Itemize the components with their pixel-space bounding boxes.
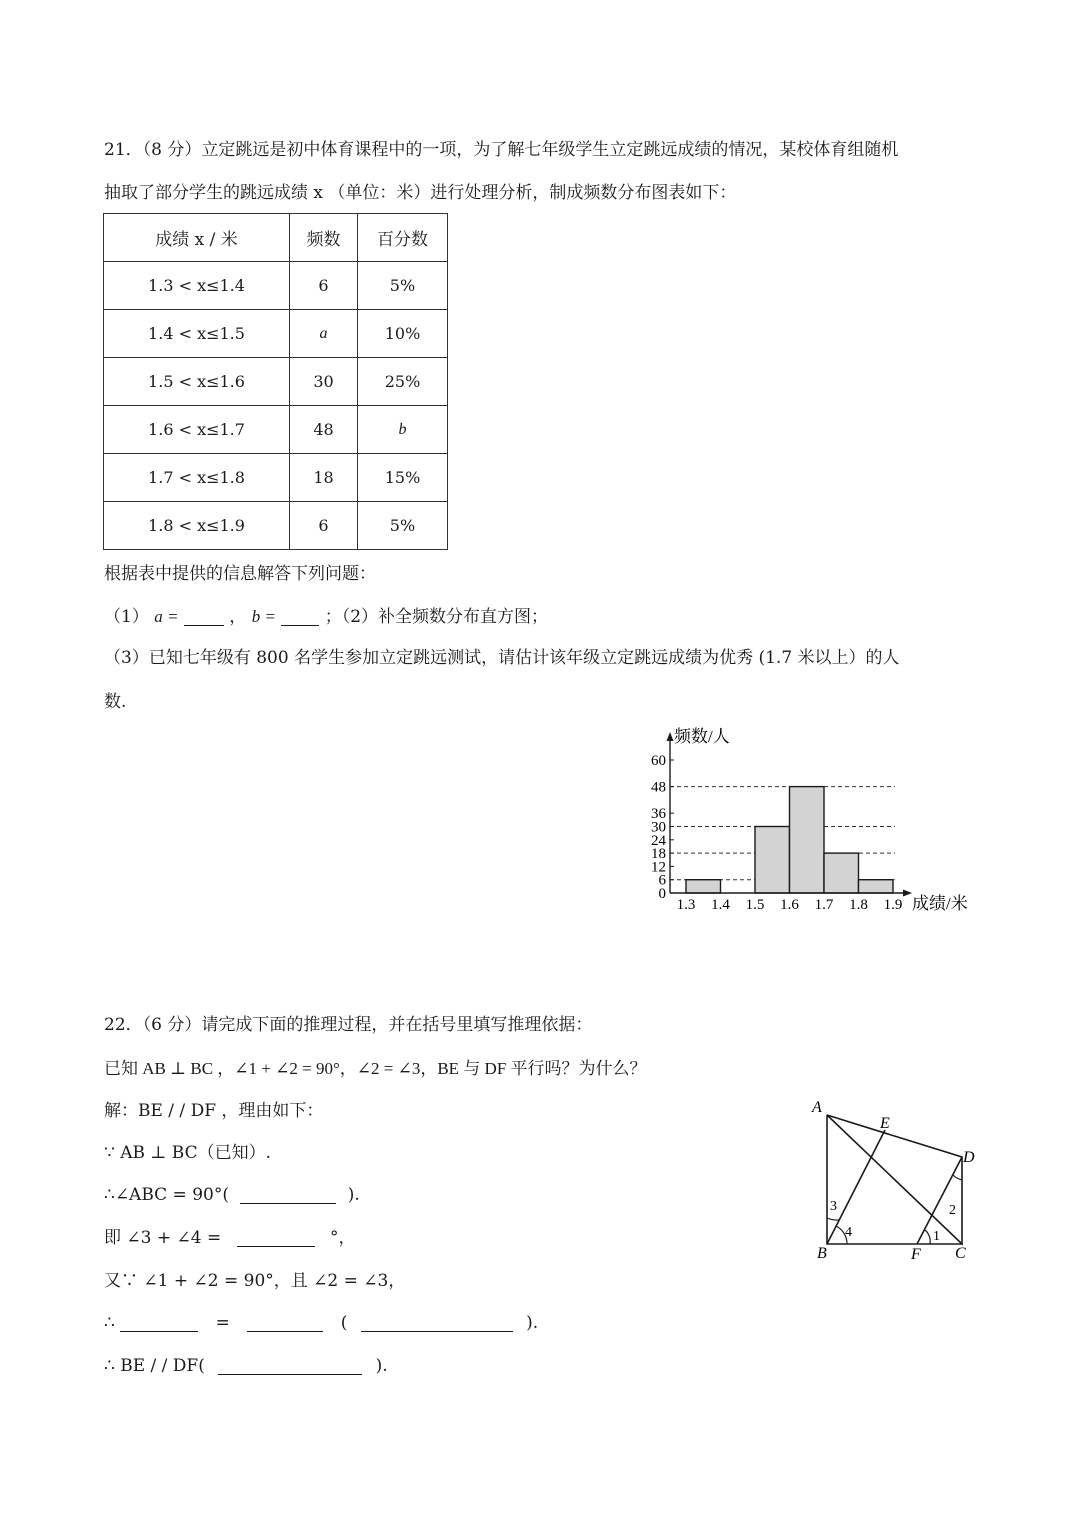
histogram-bar — [686, 880, 721, 893]
y-tick-label: 6 — [658, 872, 666, 889]
y-tick-label: 24 — [651, 832, 666, 849]
cell-percent: 25% — [358, 358, 448, 406]
table-row — [104, 358, 448, 406]
q22-solution-intro: 解：BE / / DF ，理由如下： — [104, 1101, 324, 1121]
x-tick-label: 1.9 — [883, 897, 903, 913]
histogram-bar — [824, 853, 859, 893]
table-row — [104, 262, 448, 310]
label-angle-2: 2 — [949, 1203, 956, 1218]
q22-given: 已知 AB ⊥ BC ，∠1 + ∠2 = 90°，∠2 = ∠3，BE 与 DF 平行吗？为什么？ — [104, 1059, 647, 1078]
table-row — [104, 406, 448, 454]
label-f: F — [911, 1246, 921, 1263]
q22-step5 — [104, 1311, 538, 1335]
q22-step6 — [104, 1354, 388, 1378]
label-angle-4: 4 — [845, 1225, 852, 1240]
table-row — [104, 454, 448, 502]
answer-blank-step2[interactable] — [240, 1185, 336, 1204]
answer-blank-step3[interactable] — [237, 1228, 315, 1247]
x-tick-label: 1.8 — [849, 897, 868, 913]
answer-blank-step5-right[interactable] — [247, 1313, 323, 1332]
answer-blank-b[interactable] — [281, 607, 319, 626]
answer-blank-step5-left[interactable] — [120, 1313, 198, 1332]
step3-pre: 即 ∠3 + ∠4 = — [104, 1228, 222, 1248]
step6-post: ). — [375, 1356, 388, 1376]
cell-range: 1.4 < x≤1.5 — [104, 310, 290, 358]
table-header-row — [104, 214, 448, 262]
frequency-table — [103, 213, 448, 550]
cell-range: 1.5 < x≤1.6 — [104, 358, 290, 406]
cell-frequency: 18 — [290, 454, 358, 502]
step2-pre: ∴∠ABC = 90°( — [104, 1185, 229, 1205]
cell-percent: 5% — [358, 262, 448, 310]
label-d: D — [963, 1149, 975, 1166]
step3-post: °， — [330, 1228, 356, 1248]
cell-frequency: 6 — [290, 262, 358, 310]
q21-after-table: 根据表中提供的信息解答下列问题： — [104, 564, 376, 584]
q21-part3-line1: （3）已知七年级有 800 名学生参加立定跳远测试，请估计该年级立定跳远成绩为优秀 (1.7 米以上）的人 — [104, 648, 900, 668]
label-angle-3: 3 — [830, 1199, 837, 1214]
cell-frequency: 6 — [290, 502, 358, 550]
cell-percent: 10% — [358, 310, 448, 358]
histogram-x-ticks — [677, 897, 903, 913]
cell-frequency: 48 — [290, 406, 358, 454]
y-axis-label: 频数/人 — [674, 727, 730, 746]
x-tick-label: 1.4 — [711, 897, 730, 913]
y-tick-label: 18 — [651, 846, 666, 863]
histogram-bars — [686, 787, 893, 893]
cell-range: 1.3 < x≤1.4 — [104, 262, 290, 310]
answer-blank-a[interactable] — [184, 607, 224, 626]
answer-blank-step5-reason[interactable] — [361, 1313, 513, 1332]
x-axis-label: 成绩/米 — [912, 894, 968, 913]
cell-range: 1.8 < x≤1.9 — [104, 502, 290, 550]
y-tick-label: 30 — [651, 819, 666, 836]
q22-title: 22．（6 分）请完成下面的推理过程，并在括号里填写推理依据： — [104, 1015, 593, 1035]
q21-part3-line2: 数. — [104, 692, 127, 712]
cell-frequency: 30 — [290, 358, 358, 406]
label-c: C — [955, 1245, 966, 1262]
x-tick-label: 1.3 — [676, 897, 696, 913]
label-angle-1: 1 — [933, 1229, 940, 1244]
part1-b-label: b = — [251, 607, 276, 626]
frequency-histogram — [620, 720, 1000, 930]
y-tick-label: 0 — [658, 886, 666, 902]
geometry-figure — [800, 1090, 1000, 1270]
answer-blank-step6[interactable] — [218, 1356, 362, 1375]
step2-post: ). — [347, 1185, 360, 1205]
y-tick-label: 60 — [651, 753, 666, 769]
q22-step3 — [104, 1226, 356, 1250]
label-b: B — [817, 1245, 827, 1262]
segment-be — [827, 1130, 885, 1244]
angle-1-arc — [925, 1230, 930, 1244]
cell-range: 1.6 < x≤1.7 — [104, 406, 290, 454]
y-axis-arrow — [667, 732, 674, 741]
y-tick-label: 48 — [651, 779, 666, 796]
part1-semi: ；（2）补全频数分布直方图； — [324, 607, 549, 627]
histogram-bar — [859, 880, 894, 893]
cell-percent: 5% — [358, 502, 448, 550]
angle-3-arc — [827, 1218, 839, 1220]
label-e: E — [880, 1115, 890, 1132]
step6-pre: ∴ BE / / DF( — [104, 1356, 205, 1376]
cell-percent: b — [358, 406, 448, 454]
histogram-bar — [755, 827, 790, 894]
step5-pre: ∴ — [104, 1313, 115, 1333]
x-tick-label: 1.7 — [814, 897, 834, 913]
q22-step4: 又∵ ∠1 + ∠2 = 90°，且 ∠2 = ∠3， — [104, 1271, 406, 1291]
table-row — [104, 502, 448, 550]
header-score: 成绩 x / 米 — [104, 214, 290, 262]
cell-percent: 15% — [358, 454, 448, 502]
q21-part1 — [104, 605, 548, 629]
y-tick-label: 36 — [651, 806, 666, 823]
step5-open: ( — [340, 1313, 348, 1333]
q21-line2: 抽取了部分学生的跳远成绩 x （单位：米）进行处理分析，制成频数分布图表如下： — [104, 183, 737, 203]
table-row — [104, 310, 448, 358]
label-a: A — [812, 1099, 822, 1116]
header-frequency: 频数 — [290, 214, 358, 262]
q22-step2 — [104, 1183, 360, 1207]
step5-close: ). — [526, 1313, 539, 1333]
histogram-bar — [790, 787, 825, 893]
x-axis-arrow — [903, 890, 912, 897]
q22-step1: ∵ AB ⊥ BC（已知）. — [104, 1143, 272, 1163]
step5-eq: = — [215, 1313, 230, 1333]
header-percent: 百分数 — [358, 214, 448, 262]
part1-a-label: a = — [154, 607, 179, 626]
x-tick-label: 1.6 — [780, 897, 799, 913]
angle-2-arc — [953, 1175, 962, 1180]
part1-comma: ， — [229, 607, 247, 627]
cell-frequency: a — [290, 310, 358, 358]
cell-range: 1.7 < x≤1.8 — [104, 454, 290, 502]
part1-open: （1） — [104, 607, 149, 627]
y-tick-label: 12 — [651, 859, 666, 876]
x-tick-label: 1.5 — [745, 897, 765, 913]
q21-line1: 21．（8 分）立定跳远是初中体育课程中的一项，为了解七年级学生立定跳远成绩的情况，某校体育组随机 — [104, 140, 899, 160]
